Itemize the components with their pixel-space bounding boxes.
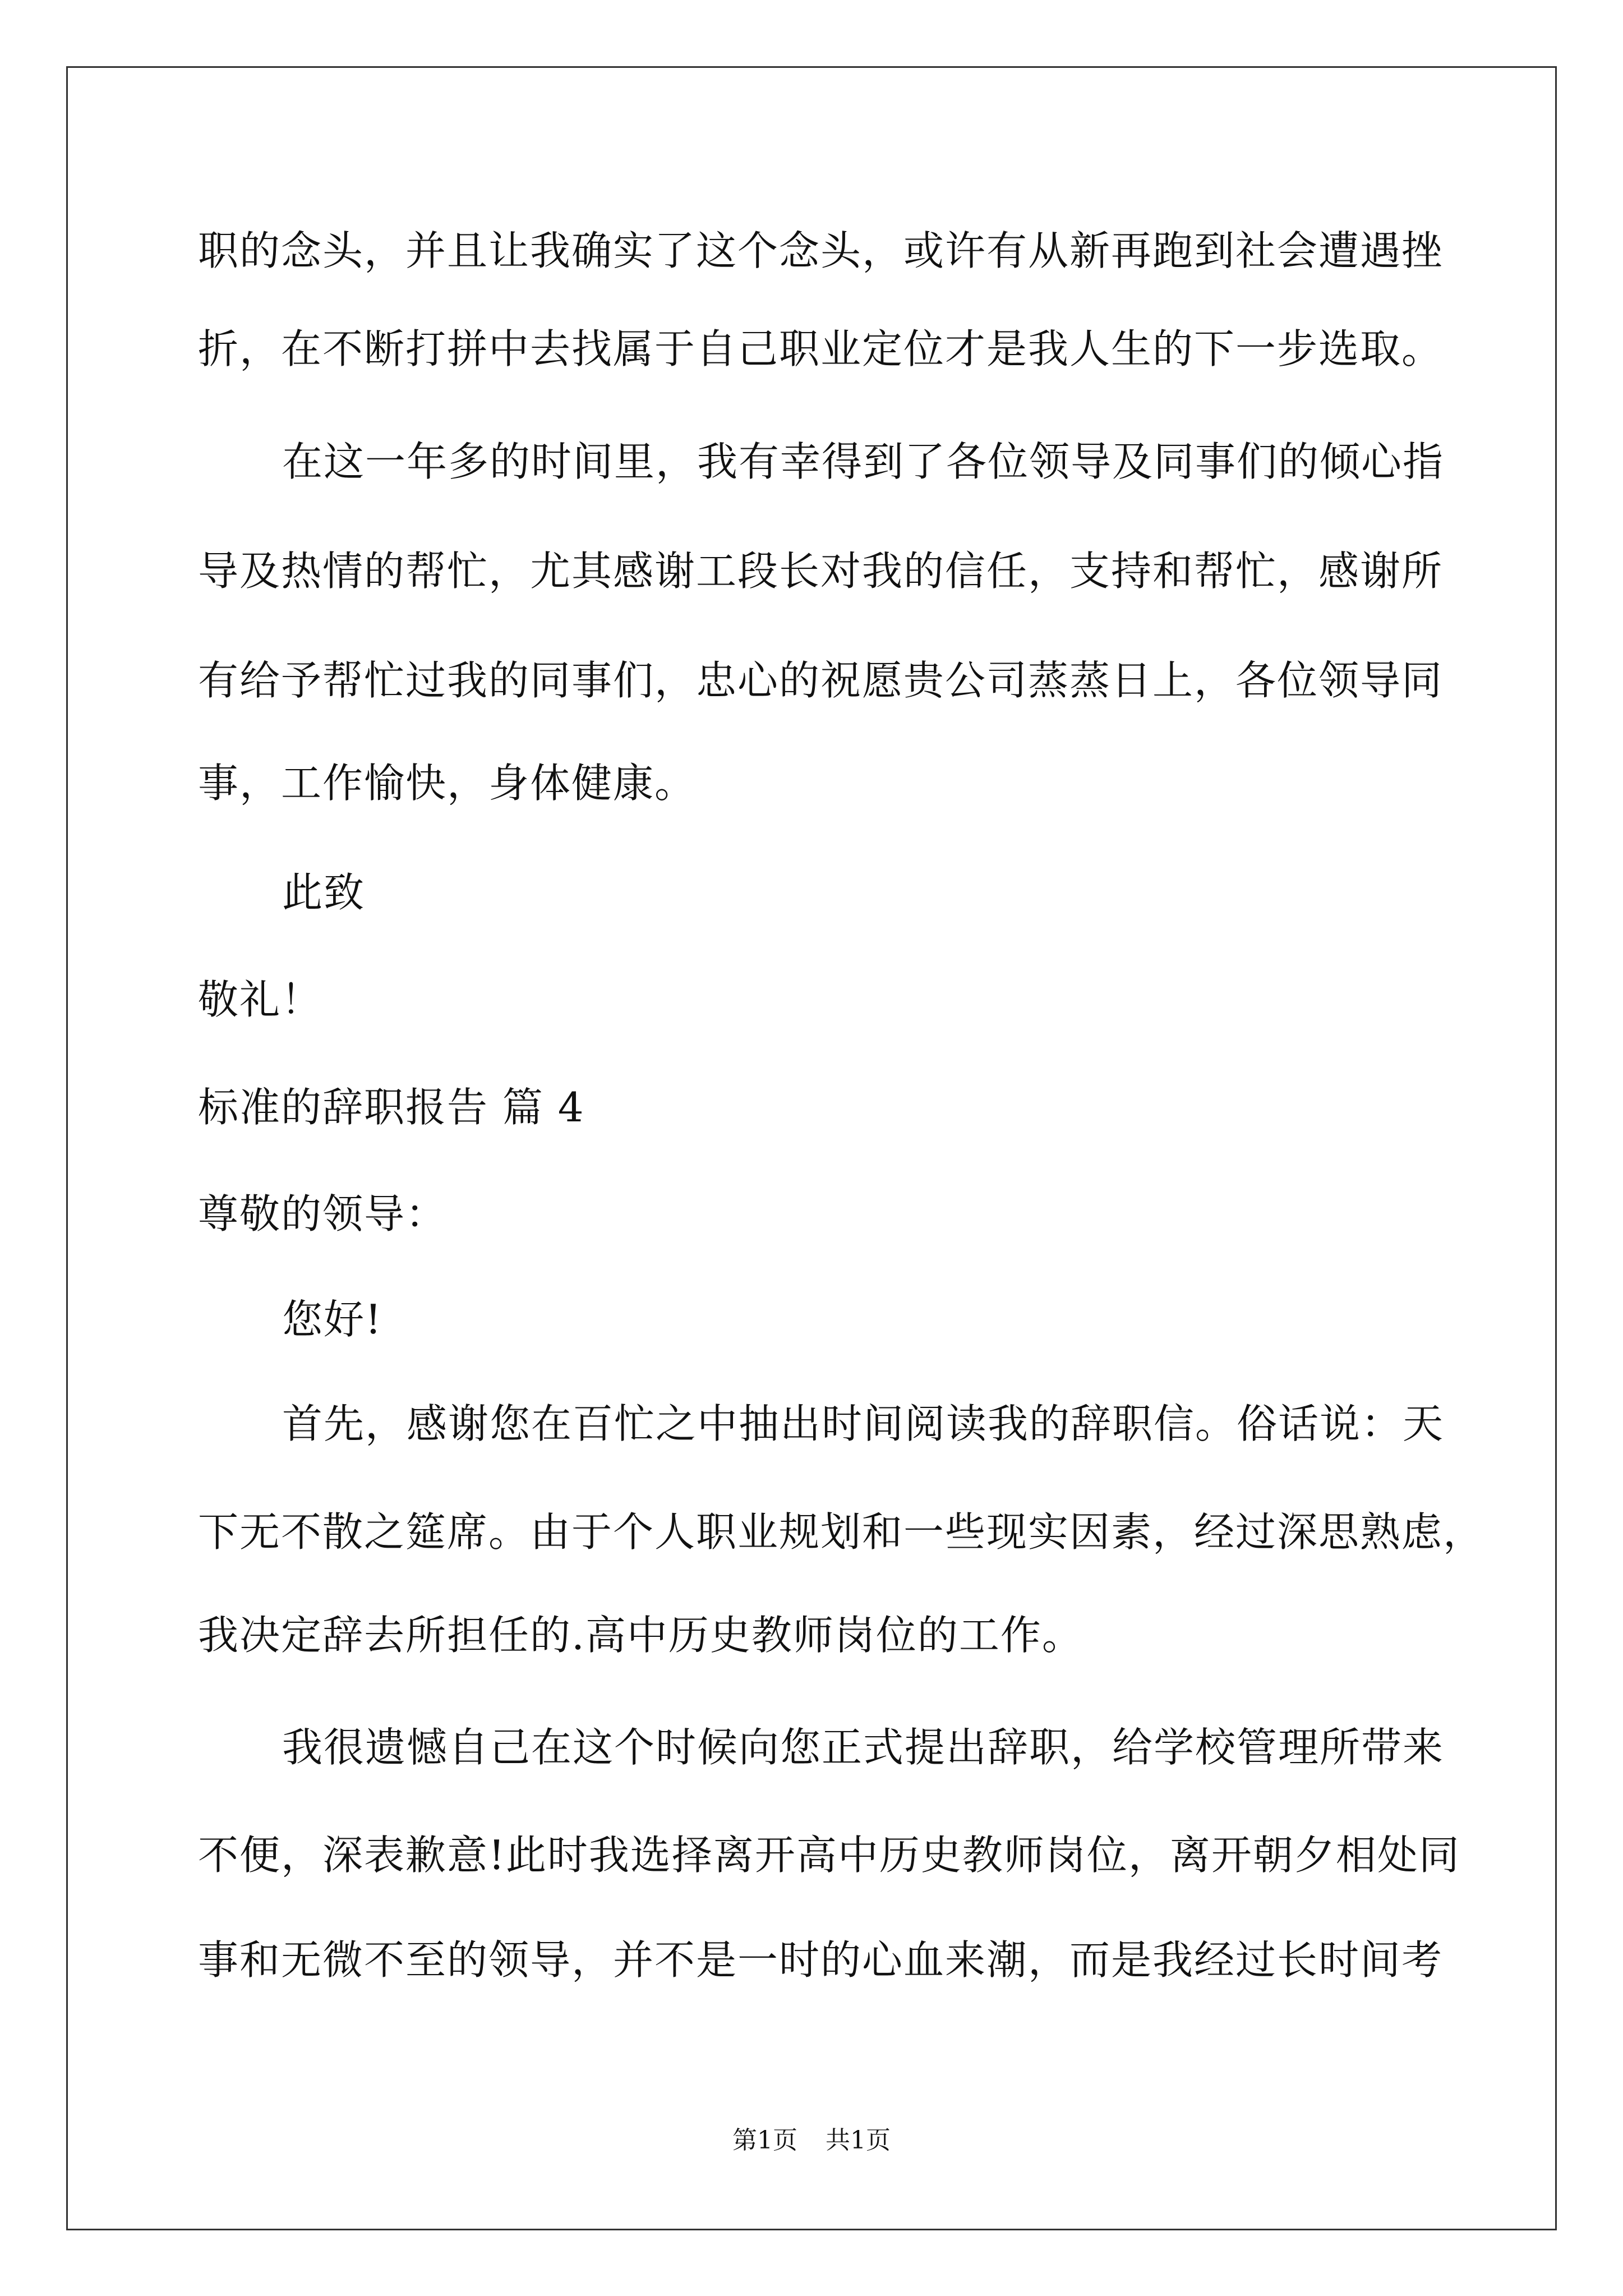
greeting-line: 尊敬的领导：: [198, 1190, 448, 1237]
body-line: 有给予帮忙过我的同事们，忠心的祝愿贵公司蒸蒸日上，各位领导同: [198, 657, 1444, 704]
page-footer: [0, 2125, 1623, 2156]
body-line: 我决定辞去所担任的.高中历史教师岗位的工作。: [198, 1612, 1083, 1659]
body-line: 事，工作愉快，身体健康。: [198, 760, 697, 807]
section-heading: 标准的辞职报告 篇 4: [198, 1084, 585, 1131]
greeting-hello: 您好!: [282, 1296, 382, 1343]
page-border: [66, 66, 1557, 2230]
body-line: 不便，深表歉意!此时我选择离开高中历史教师岗位，离开朝夕相处同: [198, 1832, 1460, 1879]
body-line: 在这一年多的时间里，我有幸得到了各位领导及同事们的倾心指: [282, 438, 1445, 485]
body-line: 首先，感谢您在百忙之中抽出时间阅读我的辞职信。俗话说：天: [282, 1400, 1445, 1447]
closing-regards: 敬礼！: [198, 976, 323, 1023]
body-line: 导及热情的帮忙，尤其感谢工段长对我的信任，支持和帮忙，感谢所: [198, 547, 1444, 595]
closing-salutation: 此致: [282, 869, 366, 916]
page-number-total: 共1页: [826, 2126, 891, 2155]
body-line: 下无不散之筵席。由于个人职业规划和一些现实因素，经过深思熟虑，: [198, 1508, 1485, 1556]
body-line: 事和无微不至的领导，并不是一时的心血来潮，而是我经过长时间考: [198, 1936, 1444, 1984]
page-number-current: 第1页: [732, 2126, 797, 2155]
body-line: 折，在不断打拼中去找属于自己职业定位才是我人生的下一步选取。: [198, 325, 1444, 372]
body-line: 职的念头，并且让我确实了这个念头，或许有从新再跑到社会遭遇挫: [198, 227, 1444, 274]
body-line: 我很遗憾自己在这个时候向您正式提出辞职，给学校管理所带来: [282, 1724, 1445, 1771]
